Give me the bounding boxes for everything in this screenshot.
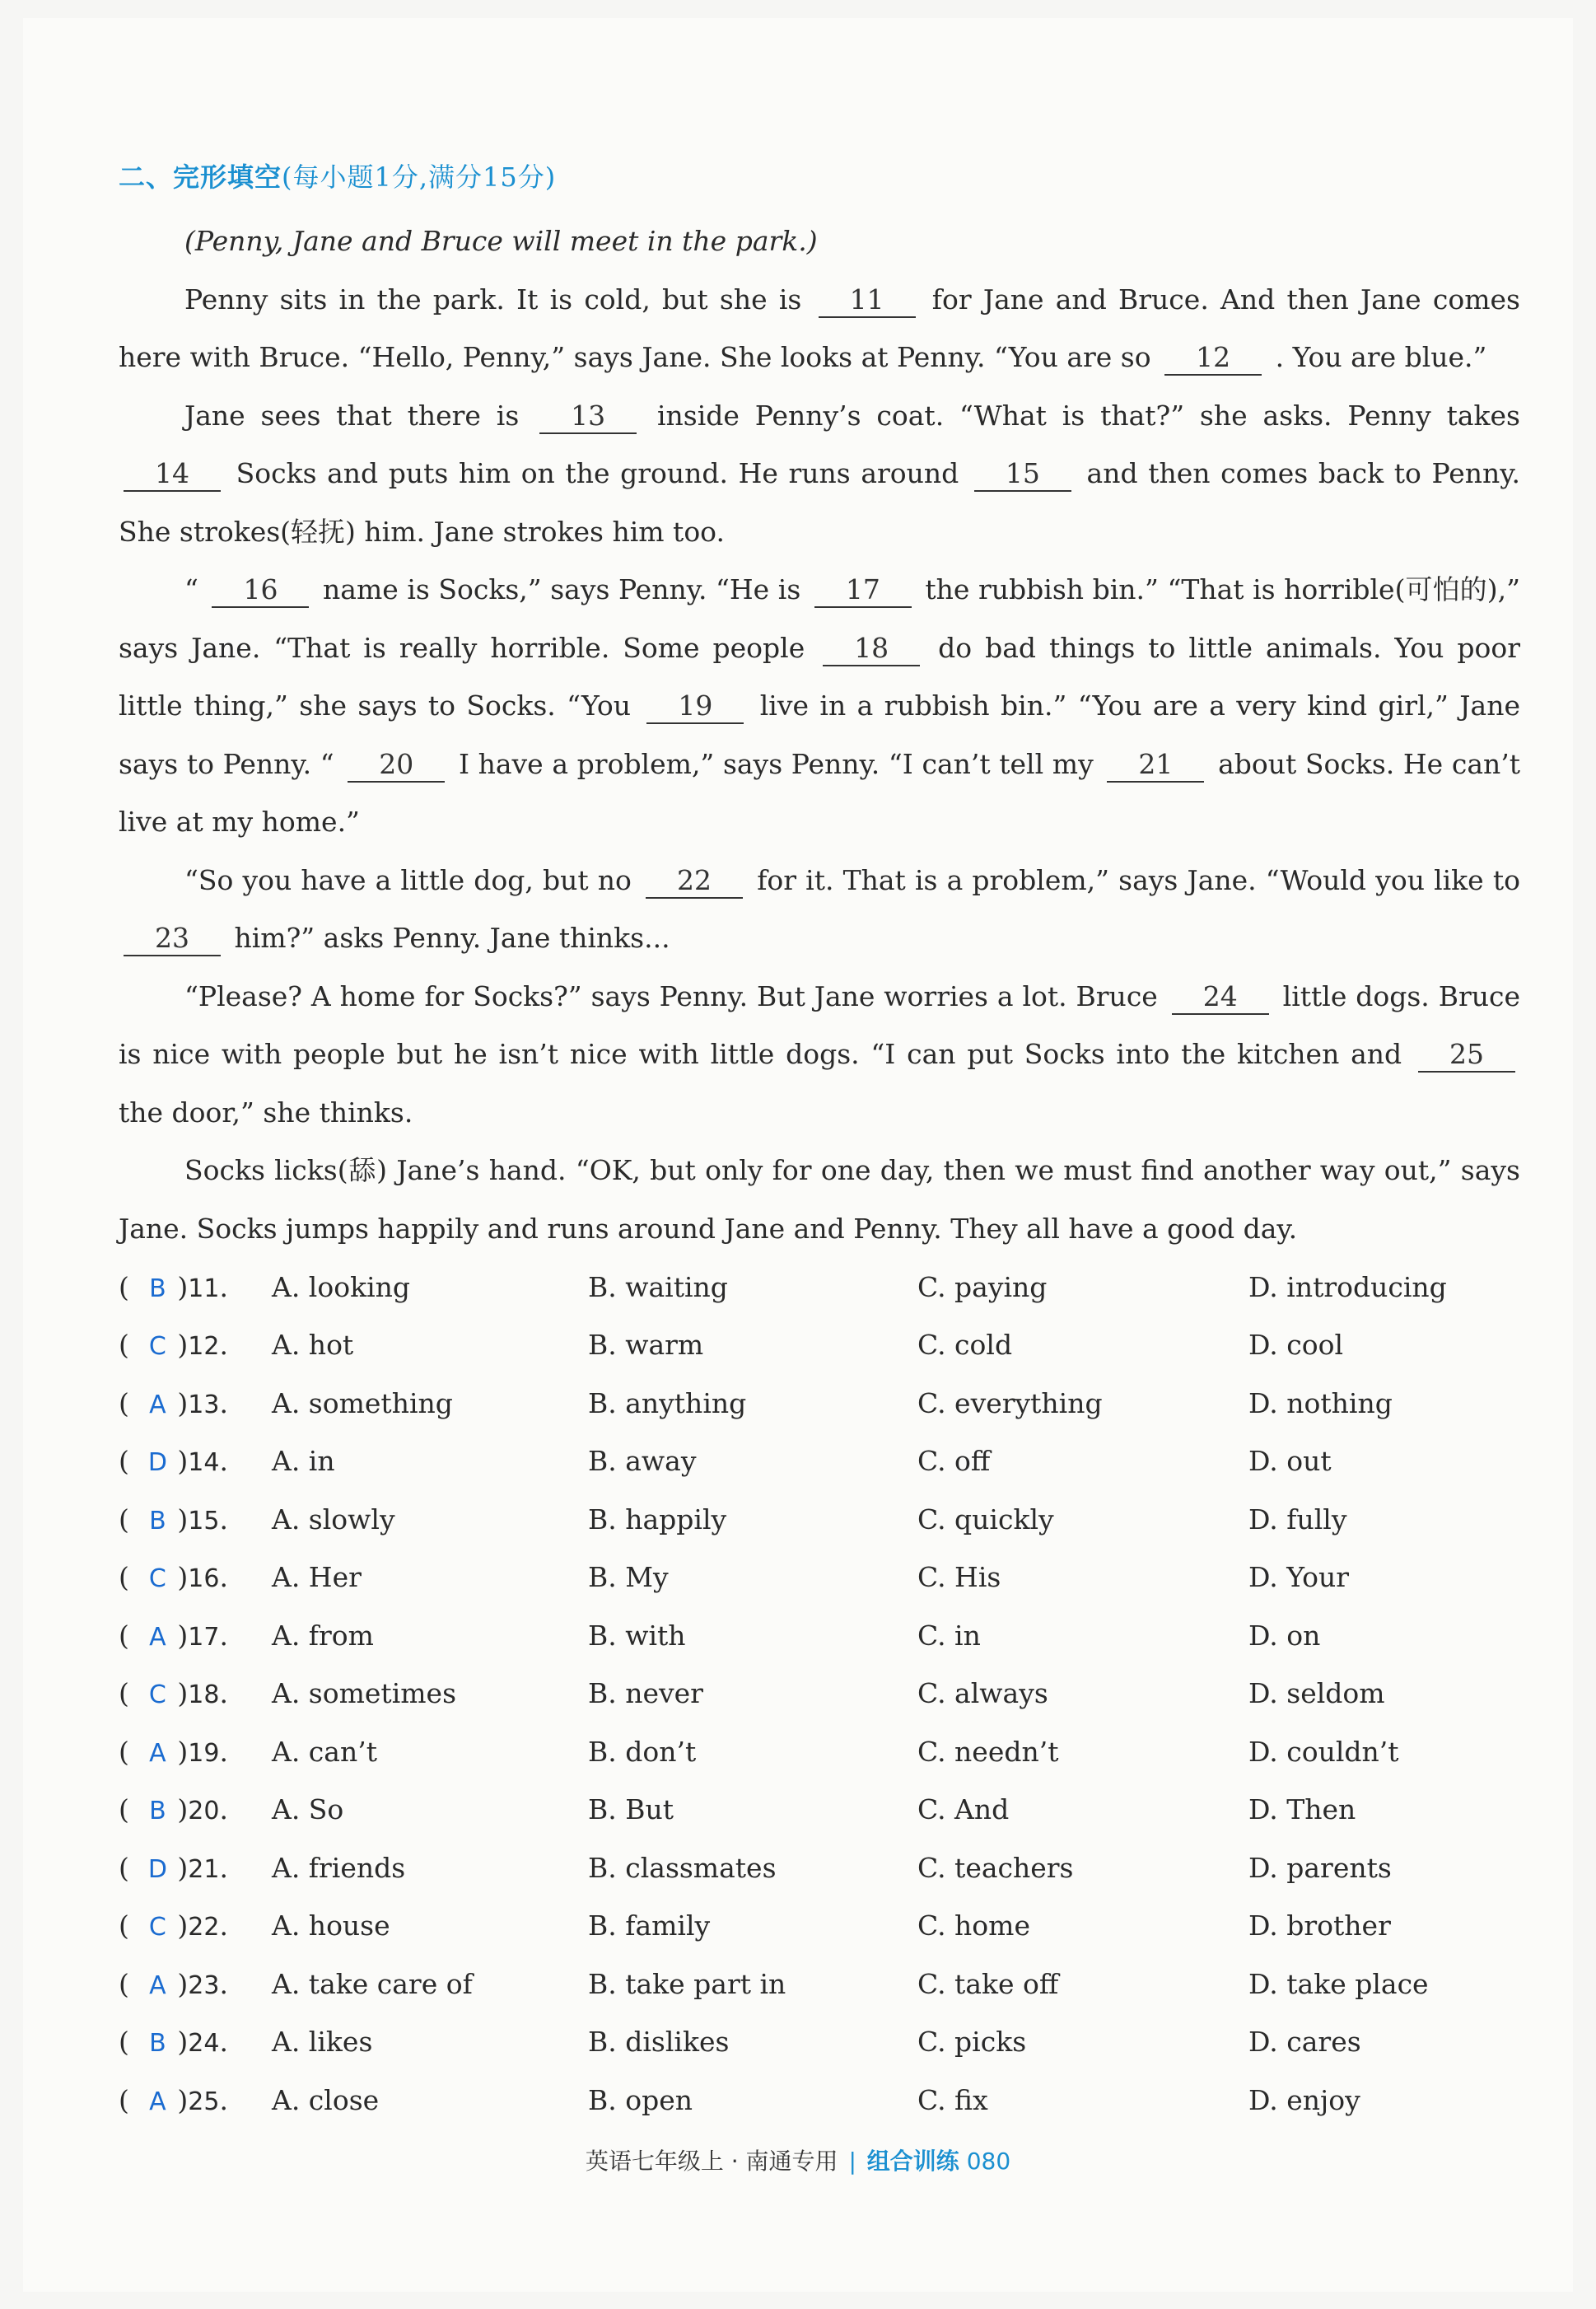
answer-mark: C [148, 1332, 166, 1362]
passage-text: about Socks. He can’t live at my home.” [119, 747, 1521, 838]
option-d: D. enjoy [1248, 2083, 1360, 2116]
option-b: B. But [588, 1793, 674, 1826]
question-number: 17 [188, 1622, 220, 1652]
answer-mark: C [148, 1913, 166, 1942]
question-row [119, 1722, 1520, 1781]
option-c: C. teachers [917, 1851, 1074, 1884]
option-d: D. Your [1248, 1561, 1350, 1594]
answer-mark: B [149, 2029, 166, 2059]
passage [119, 271, 1520, 1259]
passage-intro: (Penny, Jane and Bruce will meet in the park.) [184, 225, 818, 257]
passage-paragraph [119, 968, 1520, 1143]
question-row [119, 2013, 1520, 2072]
option-b: B. My [588, 1561, 669, 1594]
question-number: 22 [188, 1913, 220, 1942]
question-label: ( C )18. [119, 1677, 228, 1710]
option-a: A. sometimes [272, 1677, 457, 1710]
question-row [119, 1606, 1520, 1665]
question-row [119, 1781, 1520, 1839]
option-a: A. slowly [272, 1503, 395, 1535]
option-c: C. everything [917, 1386, 1103, 1419]
option-b: B. take part in [588, 1967, 786, 2000]
footer-book: 英语七年级上 · 南通专用 [585, 2148, 838, 2175]
question-label: ( A )23. [119, 1967, 228, 2000]
option-d: D. couldn’t [1248, 1735, 1399, 1768]
passage-text: Socks and puts him on the ground. He runs around [236, 457, 959, 489]
blank-13: 13 [539, 400, 637, 434]
answer-mark: A [149, 1390, 166, 1419]
footer-brand: 组合训练 [866, 2148, 959, 2175]
option-b: B. with [588, 1619, 686, 1652]
option-b: B. away [588, 1445, 697, 1478]
blank-23: 23 [124, 922, 221, 956]
option-b: B. warm [588, 1329, 704, 1362]
section-note: (每小题1分,满分15分) [282, 161, 557, 193]
question-number: 19 [188, 1738, 220, 1768]
question-number: 12 [188, 1332, 220, 1362]
answer-mark: B [149, 1797, 166, 1826]
answer-mark: B [149, 1274, 166, 1303]
passage-paragraph [119, 1142, 1520, 1258]
option-b: B. open [588, 2083, 693, 2116]
question-label: ( D )21. [119, 1851, 228, 1884]
passage-text: “Please? A home for Socks?” says Penny. But Jane worries a lot. Bruce [184, 979, 1158, 1012]
passage-paragraph [119, 271, 1520, 387]
blank-19: 19 [646, 689, 744, 724]
option-d: D. cool [1248, 1329, 1344, 1362]
blank-22: 22 [646, 864, 743, 899]
blank-21: 21 [1107, 748, 1204, 783]
option-c: C. picks [917, 2026, 1027, 2059]
question-number: 23 [188, 1970, 220, 2000]
option-c: C. in [917, 1619, 981, 1652]
passage-text: do bad things to little animals. You poor little thing,” she says to Socks. “You [119, 631, 1521, 722]
blank-18: 18 [823, 632, 920, 666]
option-b: B. waiting [588, 1270, 728, 1303]
option-a: A. from [272, 1619, 374, 1652]
passage-text: Socks licks(舔) Jane’s hand. “OK, but only for one day, then we must find another way out,” says Jane. Socks jumps happily and runs around Jane and Penny. They all have a good day. [119, 1154, 1520, 1245]
option-a: A. So [272, 1793, 344, 1826]
passage-text: “ [184, 573, 198, 605]
passage-text: “So you have a little dog, but no [184, 863, 632, 896]
answer-mark: C [148, 1564, 166, 1594]
option-c: C. cold [917, 1329, 1013, 1362]
question-row [119, 1374, 1520, 1433]
passage-text: little dogs. Bruce is nice with people but he isn’t nice with little dogs. “I can put Socks into the kitchen and [119, 979, 1520, 1070]
option-d: D. parents [1248, 1851, 1392, 1884]
passage-text: I have a problem,” says Penny. “I can’t tell my [458, 747, 1094, 780]
option-d: D. fully [1248, 1503, 1347, 1535]
answer-mark: A [149, 1970, 166, 2000]
option-d: D. cares [1248, 2026, 1361, 2059]
blank-17: 17 [814, 573, 912, 608]
option-a: A. house [272, 1909, 390, 1942]
passage-text: him?” asks Penny. Jane thinks... [234, 922, 670, 954]
question-label: ( A )17. [119, 1619, 228, 1652]
option-d: D. Then [1248, 1793, 1356, 1826]
page-footer [0, 2143, 1596, 2176]
section-heading [119, 157, 1520, 194]
question-number: 16 [188, 1564, 220, 1594]
question-number: 13 [188, 1390, 220, 1419]
option-b: B. dislikes [588, 2026, 730, 2059]
question-row [119, 1258, 1520, 1316]
option-c: C. home [917, 1909, 1030, 1942]
passage-text: the rubbish bin.” “That is horrible(可怕的),” says Jane. “That is really horrible. Some people [119, 573, 1520, 664]
question-row [119, 1549, 1520, 1607]
passage-paragraph [119, 561, 1520, 852]
passage-paragraph [119, 387, 1520, 562]
question-label: ( C )22. [119, 1909, 228, 1942]
answer-mark: C [148, 1680, 166, 1710]
question-number: 20 [188, 1797, 220, 1826]
option-d: D. nothing [1248, 1386, 1393, 1419]
blank-25: 25 [1418, 1038, 1515, 1073]
answer-mark: B [149, 1506, 166, 1535]
option-a: A. take care of [272, 1967, 473, 2000]
passage-text: name is Socks,” says Penny. “He is [323, 573, 801, 605]
question-number: 21 [188, 1854, 220, 1884]
question-label: ( C )16. [119, 1561, 228, 1594]
option-d: D. seldom [1248, 1677, 1385, 1710]
question-number: 18 [188, 1680, 220, 1710]
option-a: A. likes [272, 2026, 373, 2059]
passage-text: Jane sees that there is [184, 399, 520, 432]
answer-mark: A [149, 1738, 166, 1768]
option-b: B. never [588, 1677, 703, 1710]
question-label: ( B )20. [119, 1793, 228, 1826]
passage-text: for it. That is a problem,” says Jane. “Would you like to [757, 863, 1520, 896]
option-d: D. brother [1248, 1909, 1391, 1942]
blank-15: 15 [974, 457, 1071, 492]
blank-16: 16 [212, 573, 309, 608]
page-number: 080 [966, 2148, 1011, 2175]
question-row [119, 1955, 1520, 2013]
question-row [119, 1839, 1520, 1897]
option-b: B. family [588, 1909, 711, 1942]
option-d: D. take place [1248, 1967, 1429, 2000]
blank-24: 24 [1172, 980, 1269, 1015]
passage-text: . You are blue.” [1275, 341, 1487, 373]
passage-text: live in a rubbish bin.” “You are a very kind girl,” Jane says to Penny. “ [119, 689, 1520, 780]
option-d: D. on [1248, 1619, 1321, 1652]
question-row [119, 1433, 1520, 1491]
answer-mark: D [147, 1448, 167, 1478]
question-number: 24 [188, 2029, 220, 2059]
option-a: A. something [272, 1386, 453, 1419]
question-row [119, 1316, 1520, 1375]
options-list [119, 1258, 1520, 2129]
option-c: C. paying [917, 1270, 1048, 1303]
option-c: C. needn’t [917, 1735, 1059, 1768]
option-a: A. close [272, 2083, 380, 2116]
option-c: C. His [917, 1561, 1001, 1594]
passage-text: for Jane and Bruce. And then Jane comes here with Bruce. “Hello, Penny,” says Jane. She looks at Penny. “You are so [119, 283, 1520, 373]
option-b: B. don’t [588, 1735, 697, 1768]
question-label: ( A )19. [119, 1735, 228, 1768]
option-c: C. And [917, 1793, 1010, 1826]
option-a: A. can’t [272, 1735, 377, 1768]
question-row [119, 1490, 1520, 1549]
option-b: B. classmates [588, 1851, 777, 1884]
option-a: A. Her [272, 1561, 362, 1594]
question-number: 15 [188, 1506, 220, 1535]
question-label: ( B )24. [119, 2026, 228, 2059]
answer-mark: D [147, 1854, 167, 1884]
passage-text: Penny sits in the park. It is cold, but she is [184, 283, 802, 316]
section-title: 二、完形填空 [119, 161, 282, 193]
question-label: ( B )11. [119, 1270, 228, 1303]
question-number: 14 [188, 1448, 220, 1478]
blank-14: 14 [124, 457, 221, 492]
blank-11: 11 [819, 283, 916, 318]
option-b: B. anything [588, 1386, 747, 1419]
answer-mark: A [149, 1622, 166, 1652]
blank-20: 20 [348, 748, 445, 783]
option-c: C. take off [917, 1967, 1059, 2000]
answer-mark: A [149, 2087, 166, 2116]
option-a: A. friends [272, 1851, 406, 1884]
footer-separator: | [848, 2148, 856, 2175]
question-label: ( A )13. [119, 1386, 228, 1419]
passage-text: and then comes back to Penny. She strokes(轻抚) him. Jane strokes him too. [119, 457, 1520, 548]
question-number: 25 [188, 2087, 220, 2116]
question-label: ( A )25. [119, 2083, 228, 2116]
passage-text: inside Penny’s coat. “What is that?” she asks. Penny takes [656, 399, 1520, 432]
question-row [119, 1897, 1520, 1956]
question-label: ( C )12. [119, 1329, 228, 1362]
passage-paragraph [119, 852, 1520, 968]
option-a: A. in [272, 1445, 335, 1478]
exercise-content [119, 157, 1520, 2129]
question-label: ( D )14. [119, 1445, 228, 1478]
option-d: D. out [1248, 1445, 1332, 1478]
option-d: D. introducing [1248, 1270, 1447, 1303]
option-c: C. quickly [917, 1503, 1054, 1535]
question-label: ( B )15. [119, 1503, 228, 1535]
option-c: C. off [917, 1445, 991, 1478]
option-c: C. always [917, 1677, 1048, 1710]
option-a: A. looking [272, 1270, 411, 1303]
question-row [119, 2071, 1520, 2129]
option-a: A. hot [272, 1329, 354, 1362]
question-row [119, 1665, 1520, 1723]
option-b: B. happily [588, 1503, 727, 1535]
question-number: 11 [188, 1274, 220, 1303]
option-c: C. fix [917, 2083, 988, 2116]
passage-text: the door,” she thinks. [119, 1096, 413, 1129]
blank-12: 12 [1164, 341, 1262, 376]
